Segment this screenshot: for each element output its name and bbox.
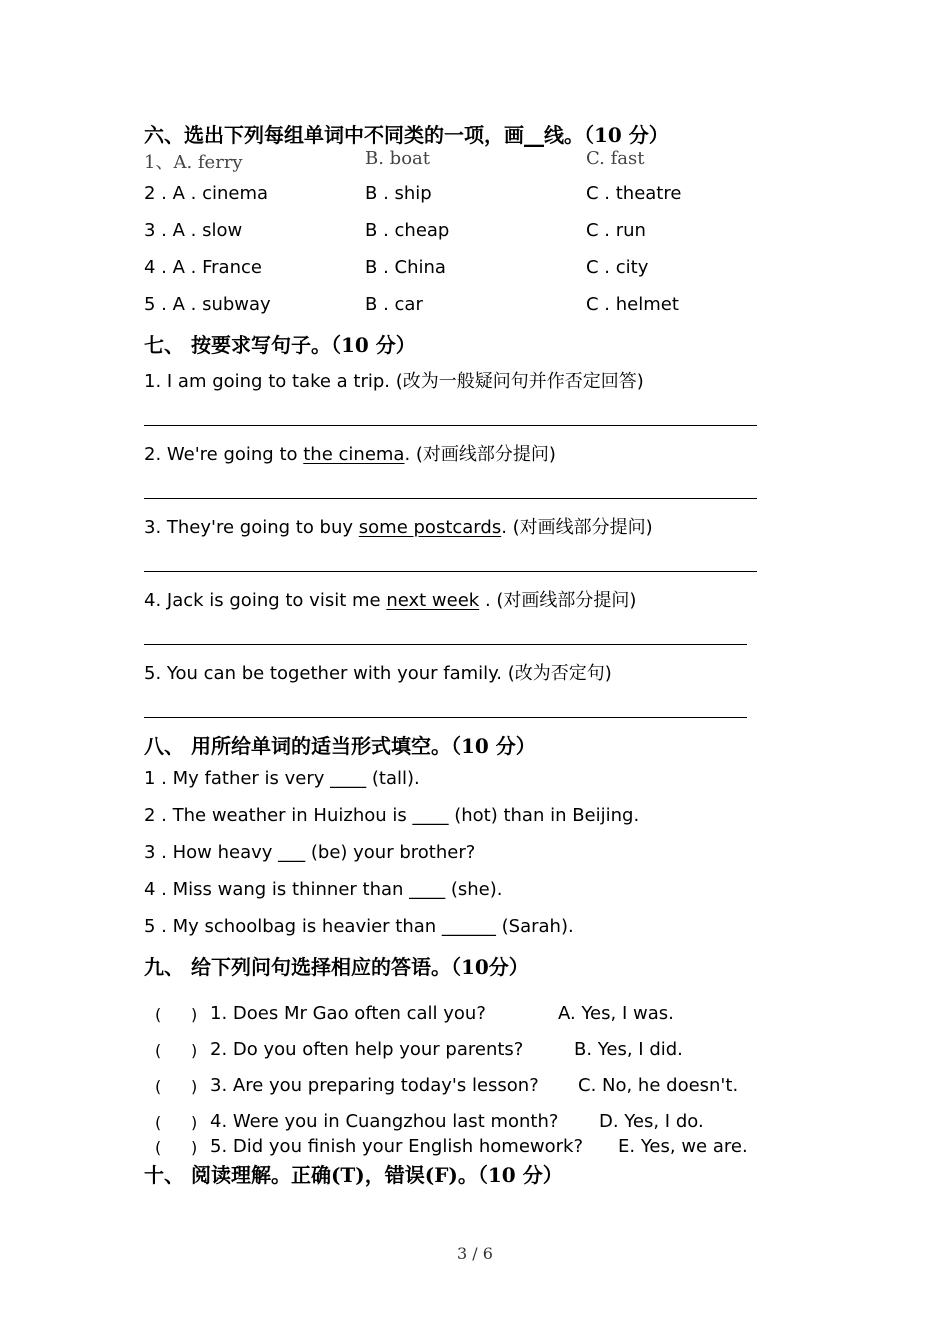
- answer-paren-close-4: ): [191, 1113, 198, 1132]
- section8-item-3: 3 . How heavy ___ (be) your brother?: [144, 842, 476, 863]
- section9-answer-4: D. Yes, I do.: [599, 1111, 704, 1132]
- section8-item-2: 2 . The weather in Huizhou is ____ (hot) than in Beijing.: [144, 805, 640, 826]
- section7-question-4: [144, 586, 636, 612]
- section8-item-4: 4 . Miss wang is thinner than ____ (she).: [144, 879, 503, 900]
- section10-heading: 十、 阅读理解。正确(T)，错误(F)。（10 分）: [144, 1163, 563, 1187]
- section6-row-2-c: C . theatre: [586, 183, 682, 204]
- section6-heading: [144, 119, 669, 148]
- answer-paren-close-1: ): [191, 1005, 198, 1024]
- section9-answer-3: C. No, he doesn't.: [578, 1075, 739, 1096]
- section6-row-5-c: C . helmet: [586, 294, 679, 315]
- section6-heading-post: 线。（10 分）: [544, 123, 669, 147]
- section7-question-2: [144, 440, 556, 466]
- q3-underlined: some postcards: [358, 517, 502, 538]
- q2-post: . (对画线部分提问): [404, 444, 556, 465]
- section6-row-3-c: C . run: [586, 220, 646, 241]
- answer-paren-open-3[interactable]: (: [155, 1077, 162, 1096]
- answer-paren-close-5: ): [191, 1138, 198, 1157]
- section6-heading-blank: __: [524, 123, 544, 147]
- q2-pre: 2. We're going to: [144, 444, 304, 465]
- section6-row-2-a: 2 . A . cinema: [144, 183, 269, 204]
- section6-row-4-c: C . city: [586, 257, 649, 278]
- section6-row-3-a: 3 . A . slow: [144, 220, 243, 241]
- q4-underlined: next week: [386, 590, 480, 611]
- section9-question-2: 2. Do you often help your parents?: [210, 1039, 524, 1060]
- section9-answer-5: E. Yes, we are.: [618, 1136, 748, 1157]
- q2-underlined: the cinema: [303, 444, 405, 465]
- answer-line-1[interactable]: [144, 425, 757, 426]
- section6-row-1-a: 1、A. ferry: [144, 152, 243, 173]
- section6-row-4-b: B . China: [365, 257, 446, 278]
- answer-line-5[interactable]: [144, 717, 747, 718]
- answer-paren-open-4[interactable]: (: [155, 1113, 162, 1132]
- section9-question-5: 5. Did you finish your English homework?: [210, 1136, 584, 1157]
- answer-paren-close-3: ): [191, 1077, 198, 1096]
- section6-row-2-b: B . ship: [365, 183, 432, 204]
- section7-question-1: 1. I am going to take a trip. (改为一般疑问句并作否定回答): [144, 371, 644, 392]
- section6-row-4-a: 4 . A . France: [144, 257, 262, 278]
- q3-post: . (对画线部分提问): [501, 517, 653, 538]
- section9-question-4: 4. Were you in Cuangzhou last month?: [210, 1111, 559, 1132]
- section6-row-5-a: 5 . A . subway: [144, 294, 271, 315]
- section6-row-3-b: B . cheap: [365, 220, 450, 241]
- section6-row-1-b: B. boat: [365, 148, 430, 169]
- section7-heading: 七、 按要求写句子。（10 分）: [144, 333, 416, 357]
- section6-row-5-b: B . car: [365, 294, 423, 315]
- section9-answer-1: A. Yes, I was.: [558, 1003, 674, 1024]
- answer-line-2[interactable]: [144, 498, 757, 499]
- section9-answer-2: B. Yes, I did.: [574, 1039, 683, 1060]
- answer-line-4[interactable]: [144, 644, 747, 645]
- section9-question-1: 1. Does Mr Gao often call you?: [210, 1003, 486, 1024]
- section6-row-1-c: C. fast: [586, 148, 645, 169]
- answer-paren-open-1[interactable]: (: [155, 1005, 162, 1024]
- section8-heading: 八、 用所给单词的适当形式填空。（10 分）: [144, 734, 536, 758]
- section7-question-5: 5. You can be together with your family. (改为否定句): [144, 663, 612, 684]
- section8-item-5: 5 . My schoolbag is heavier than ______ (Sarah).: [144, 916, 574, 937]
- q4-pre: 4. Jack is going to visit me: [144, 590, 387, 611]
- section6-heading-pre: 六、选出下列每组单词中不同类的一项，画: [144, 123, 524, 147]
- q4-post: . (对画线部分提问): [479, 590, 637, 611]
- section7-question-3: [144, 513, 653, 539]
- section9-heading: 九、 给下列问句选择相应的答语。（10分）: [144, 955, 529, 979]
- page-number: 3 / 6: [457, 1244, 493, 1263]
- q3-pre: 3. They're going to buy: [144, 517, 359, 538]
- answer-paren-close-2: ): [191, 1041, 198, 1060]
- section9-question-3: 3. Are you preparing today's lesson?: [210, 1075, 539, 1096]
- answer-paren-open-2[interactable]: (: [155, 1041, 162, 1060]
- answer-line-3[interactable]: [144, 571, 757, 572]
- section8-item-1: 1 . My father is very ____ (tall).: [144, 768, 420, 789]
- answer-paren-open-5[interactable]: (: [155, 1138, 162, 1157]
